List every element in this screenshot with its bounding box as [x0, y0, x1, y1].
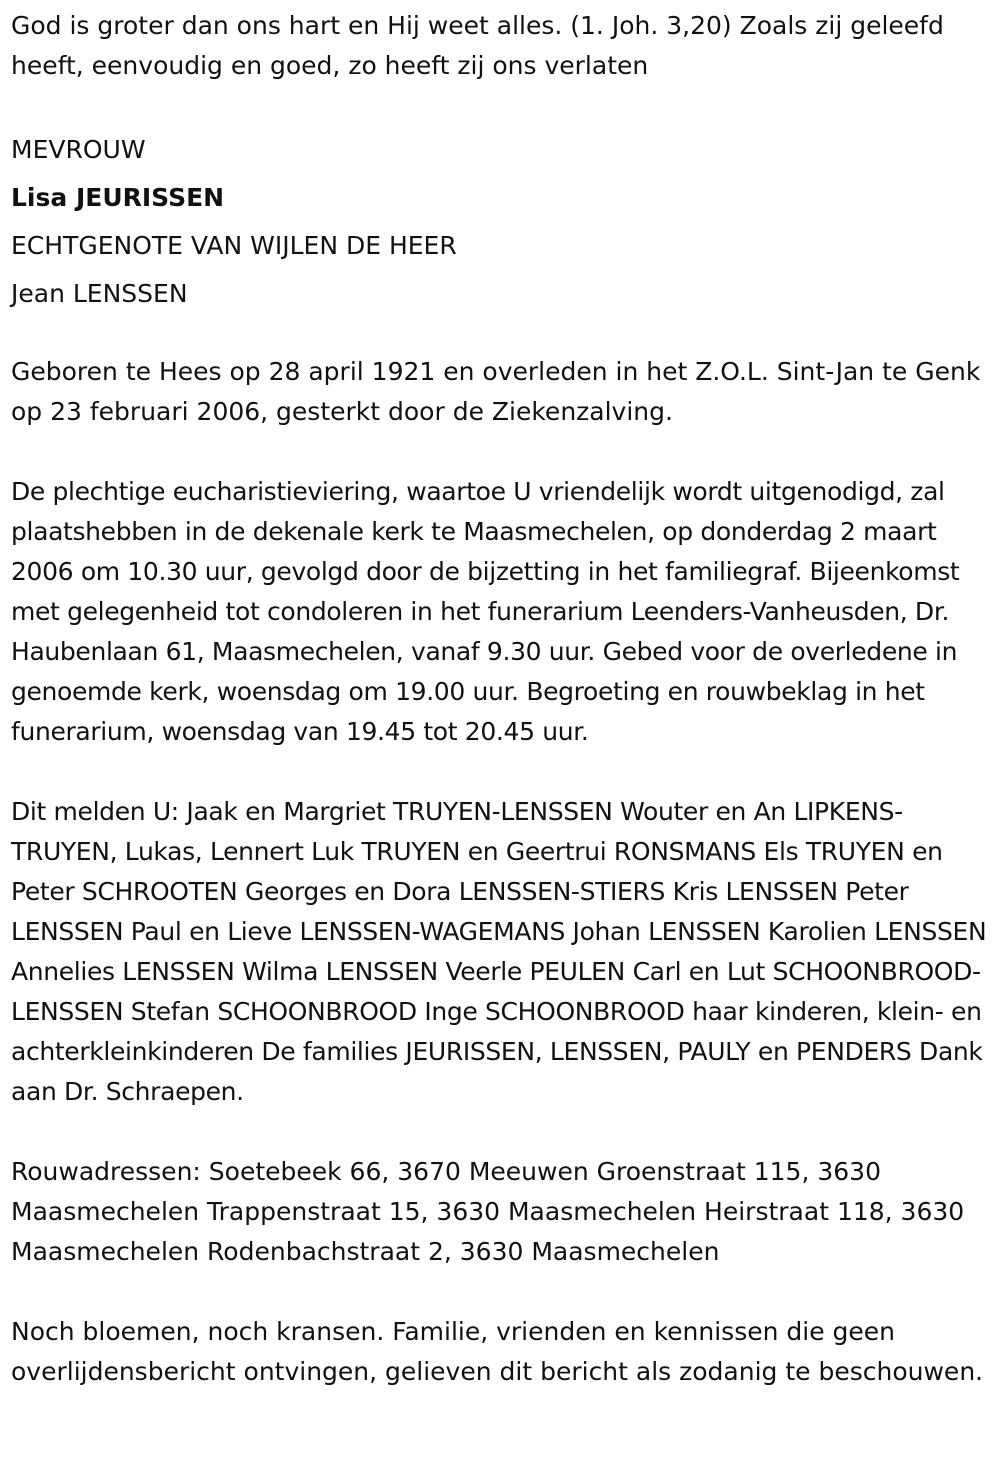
spacer: [11, 86, 996, 126]
ceremony-paragraph: De plechtige eucharistieviering, waartoe U vriendelijk wordt uitgenodigd, zal plaatshebben in de dekenale kerk te Maasmechelen, op donderdag 2 maart 2006 om 10.30 uur, gevolgd door de bijzetting in het familiegraf. Bijeenkomst met gelegenheid tot condoleren in het funerarium Leenders-Vanheusden, Dr. Haubenlaan 61, Maasmechelen, vanaf 9.30 uur. Gebed voor de overledene in genoemde kerk, woensdag om 19.00 uur. Begroeting en rouwbeklag in het funerarium, woensdag van 19.45 tot 20.45 uur.: [11, 477, 960, 746]
spacer: [11, 432, 996, 472]
spacer: [11, 1272, 996, 1312]
deceased-name: Lisa JEURISSEN: [11, 183, 225, 212]
closing-paragraph: Noch bloemen, noch kransen. Familie, vrienden en kennissen die geen overlijdensbericht ontvingen, gelieven dit bericht als zodanig te beschouwen.: [11, 1317, 984, 1386]
spacer: [11, 752, 996, 792]
announcers-paragraph: Dit melden U: Jaak en Margriet TRUYEN-LENSSEN Wouter en An LIPKENS-TRUYEN, Lukas, Lennert Luk TRUYEN en Geertrui RONSMANS Els TRUYEN en Peter SCHROOTEN Georges en Dora LENSSEN-STIERS Kris LENSSEN Peter LENSSEN Paul en Lieve LENSSEN-WAGEMANS Johan LENSSEN Karolien LENSSEN Annelies LENSSEN Wilma LENSSEN Veerle PEULEN Carl en Lut SCHOONBROOD-LENSSEN Stefan SCHOONBROOD Inge SCHOONBROOD haar kinderen, klein- en achterkleinkinderen De families JEURISSEN, LENSSEN, PAULY en PENDERS Dank aan Dr. Schraepen.: [11, 797, 987, 1106]
spacer: [11, 318, 996, 352]
spouse-name: Jean LENSSEN: [11, 279, 188, 308]
spacer: [11, 1112, 996, 1152]
obituary-notice: [11, 6, 996, 1392]
title-label: MEVROUW: [11, 135, 146, 164]
birth-death-paragraph: Geboren te Hees op 28 april 1921 en overleden in het Z.O.L. Sint-Jan te Genk op 23 februari 2006, gesterkt door de Ziekenzalving.: [11, 357, 981, 426]
addresses-paragraph: Rouwadressen: Soetebeek 66, 3670 Meeuwen Groenstraat 115, 3630 Maasmechelen Trappenstraat 15, 3630 Maasmechelen Heirstraat 118, 3630 Maasmechelen Rodenbachstraat 2, 3630 Maasmechelen: [11, 1157, 965, 1266]
opening-verse: God is groter dan ons hart en Hij weet alles. (1. Joh. 3,20) Zoals zij geleefd heeft, eenvoudig en goed, zo heeft zij ons verlaten: [11, 11, 944, 80]
relation-label: ECHTGENOTE VAN WIJLEN DE HEER: [11, 231, 457, 260]
